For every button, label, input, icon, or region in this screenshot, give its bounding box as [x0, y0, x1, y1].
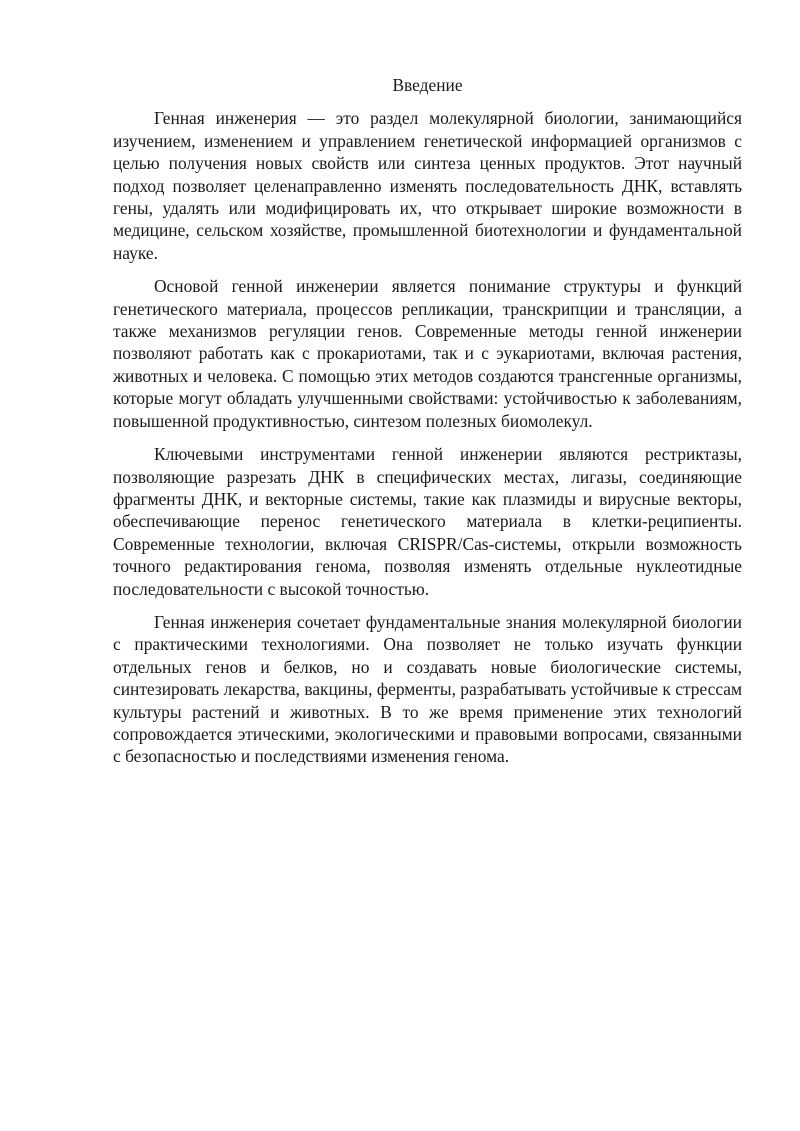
document-title: Введение	[392, 75, 463, 95]
document-body	[113, 74, 742, 779]
paragraph-tools: Ключевыми инструментами генной инженерии являются рестриктазы, позволяющие разрезать ДНК в специфических местах, лигазы, соединяющие фрагменты ДНК, и векторные системы, такие как плазмиды и вирусные векторы, обеспечивающие перенос генетического материала в клетки-реципиенты. Современные технологии, включая CRISPR/Cas-системы, открыли возможность точного редактирования генома, позволяя изменять отдельные нуклеотидные последовательности с высокой точностью.	[113, 444, 742, 599]
paragraph-foundations: Основой генной инженерии является понимание структуры и функций генетического материала, процессов репликации, транскрипции и трансляции, а также механизмов регуляции генов. Современные методы генной инженерии позволяют работать как с прокариотами, так и с эукариотами, включая растения, животных и человека. С помощью этих методов создаются трансгенные организмы, которые могут обладать улучшенными свойствами: устойчивостью к заболеваниям, повышенной продуктивностью, синтезом полезных биомолекул.	[113, 276, 742, 431]
paragraph-applications-ethics: Генная инженерия сочетает фундаментальные знания молекулярной биологии с практическими технологиями. Она позволяет не только изучать функции отдельных генов и белков, но и создавать новые биологические системы, синтезировать лекарства, вакцины, ферменты, разрабатывать устойчивые к стрессам культуры растений и животных. В то же время применение этих технологий сопровождается этическими, экологическими и правовыми вопросами, связанными с безопасностью и последствиями изменения генома.	[113, 611, 742, 767]
paragraph-intro-definition: Генная инженерия — это раздел молекулярной биологии, занимающийся изучением, изменением и управлением генетической информацией организмов с целью получения новых свойств или синтеза ценных продуктов. Этот научный подход позволяет целенаправленно изменять последовательность ДНК, вставлять гены, удалять или модифицировать их, что открывает широкие возможности в медицине, сельском хозяйстве, промышленной биотехнологии и фундаментальной науке.	[113, 108, 742, 263]
